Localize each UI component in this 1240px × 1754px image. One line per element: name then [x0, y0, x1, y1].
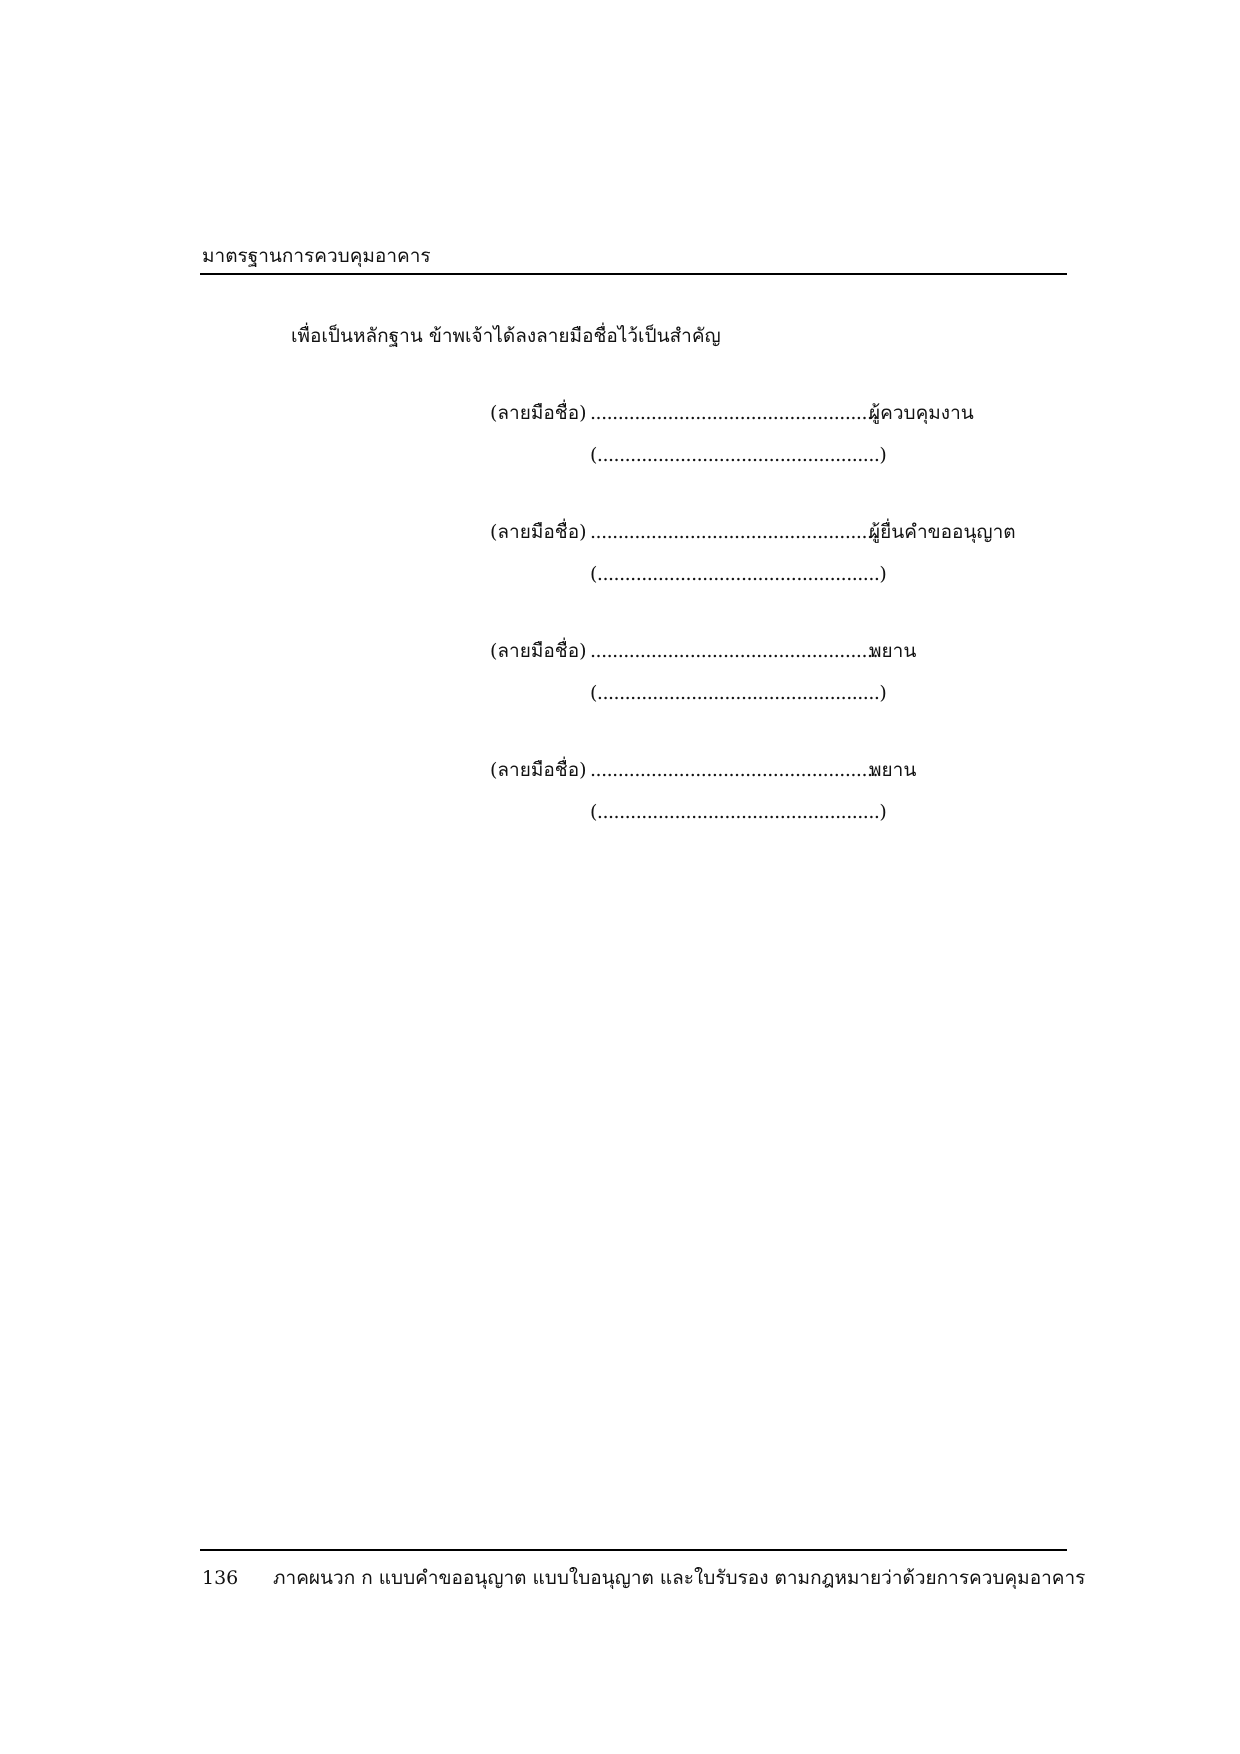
- signature-block-witness-1: [0, 639, 1240, 719]
- header-divider: [200, 273, 1067, 275]
- signature-name-line: (...................................................): [590, 682, 887, 704]
- footer-text: ภาคผนวก ก แบบคำขออนุญาต แบบใบอนุญาต และใบรับรอง ตามกฎหมายว่าด้วยการควบคุมอาคาร: [273, 1567, 1086, 1589]
- signature-name-line: (...................................................): [590, 801, 887, 823]
- signature-label: (ลายมือชื่อ): [490, 402, 587, 424]
- signature-block-witness-2: [0, 758, 1240, 838]
- header-title: มาตรฐานการควบคุมอาคาร: [202, 245, 431, 267]
- signature-block-applicant: [0, 520, 1240, 600]
- signature-role: พยาน: [869, 640, 917, 662]
- signature-role: ผู้ยื่นคำขออนุญาต: [869, 521, 1016, 543]
- signature-label: (ลายมือชื่อ): [490, 521, 587, 543]
- signature-line: ....................................................: [590, 402, 879, 424]
- footer-divider: [200, 1549, 1067, 1551]
- signature-name-line: (...................................................): [590, 444, 887, 466]
- signature-name-line: (...................................................): [590, 563, 887, 585]
- signature-label: (ลายมือชื่อ): [490, 640, 587, 662]
- signature-role: ผู้ควบคุมงาน: [869, 402, 974, 424]
- signature-line: ....................................................: [590, 759, 879, 781]
- signature-line: ....................................................: [590, 521, 879, 543]
- page-number: 136: [202, 1567, 239, 1589]
- signature-label: (ลายมือชื่อ): [490, 759, 587, 781]
- signature-line: ....................................................: [590, 640, 879, 662]
- signature-block-supervisor: [0, 401, 1240, 481]
- signature-role: พยาน: [869, 759, 917, 781]
- intro-statement: เพื่อเป็นหลักฐาน ข้าพเจ้าได้ลงลายมือชื่อไว้เป็นสำคัญ: [291, 325, 721, 347]
